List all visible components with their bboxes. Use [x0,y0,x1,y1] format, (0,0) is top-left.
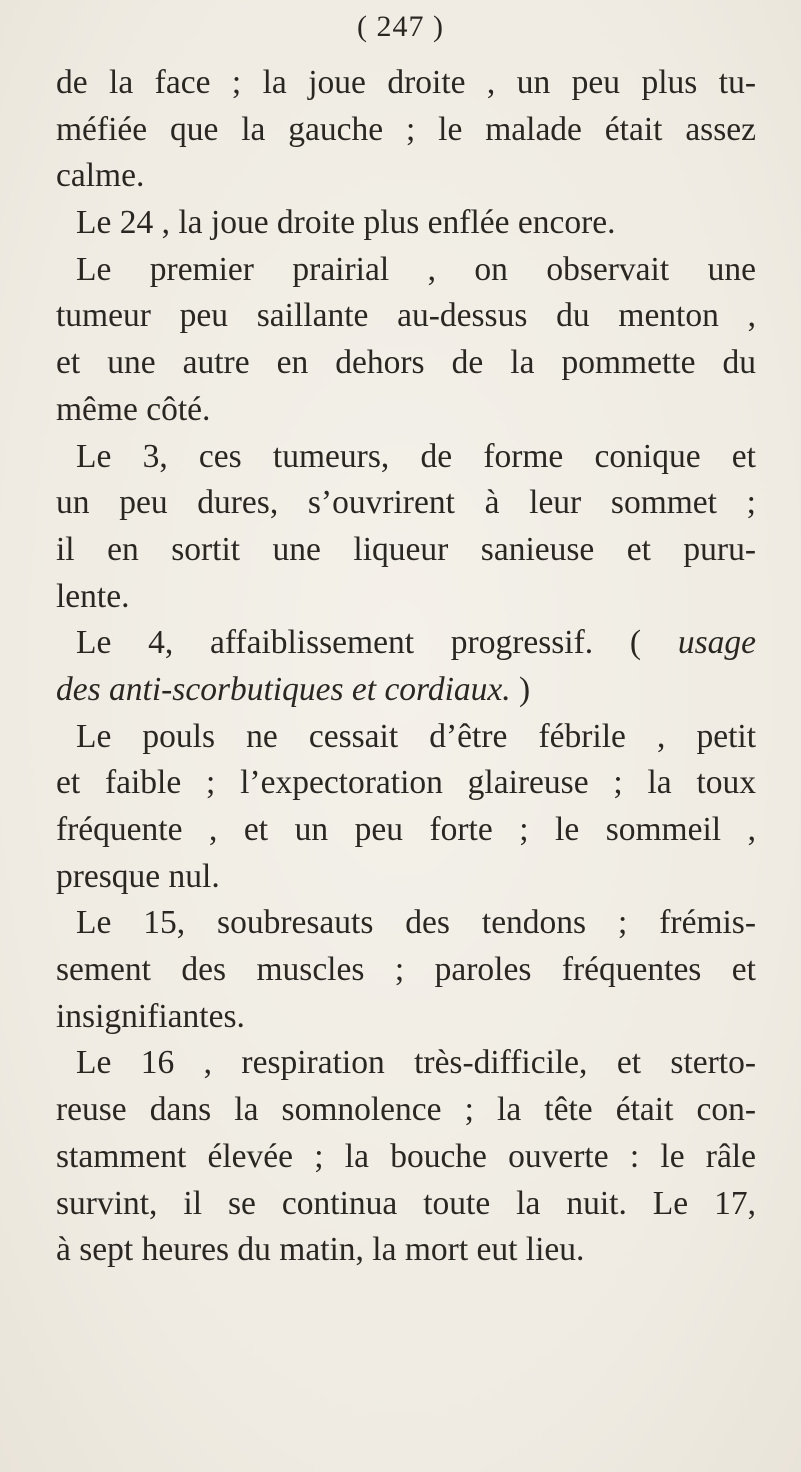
text-line [56,200,756,247]
text-line [56,854,756,901]
text-line [56,620,756,667]
italic-text: des anti-scorbutiques et cordiaux. [56,670,511,708]
text-line [56,714,756,761]
text-line [56,480,756,527]
line-text: calme. [56,157,145,195]
line-text: Le pouls ne cessait d’être fébrile , petit [76,717,756,755]
text-line [56,527,756,574]
text-line [56,760,756,807]
text-line [56,1227,756,1274]
text-line [56,1134,756,1181]
text-line [56,153,756,200]
line-text: Le 16 , respiration très-difficile, et sterto- [76,1044,756,1082]
line-text: de la face ; la joue droite , un peu plus tu- [56,64,756,101]
text-line [56,107,756,154]
line-text: presque nul. [56,857,220,895]
line-text: et faible ; l’expectoration glaireuse ; la toux [56,764,756,802]
line-text: Le 15, soubresauts des tendons ; frémis- [76,904,756,942]
line-text: Le 3, ces tumeurs, de forme conique et [76,437,756,475]
text-line [56,807,756,854]
line-text: même côté. [56,390,211,428]
text-line [56,667,756,714]
text-line [56,60,756,107]
line-text: méfiée que la gauche ; le malade était assez [56,110,756,148]
line-text: un peu dures, s’ouvrirent à leur sommet ; [56,484,756,522]
text-line [56,994,756,1041]
line-text: à sept heures du matin, la mort eut lieu. [56,1231,585,1269]
text-line [56,340,756,387]
line-text: Le 24 , la joue droite plus enflée encore. [76,204,616,242]
page-number: ( 247 ) [357,10,444,43]
line-text: Le premier prairial , on observait une [76,250,756,288]
line-text: lente. [56,577,130,615]
line-text: il en sortit une liqueur sanieuse et puru- [56,530,756,568]
line-text: stamment élevée ; la bouche ouverte : le râle [56,1137,756,1175]
line-text: tumeur peu saillante au-dessus du menton , [56,297,756,335]
line-text: insignifiantes. [56,997,245,1035]
line-text: reuse dans la somnolence ; la tête était con- [56,1091,756,1129]
text-line [56,434,756,481]
line-text: sement des muscles ; paroles fréquentes et [56,951,756,989]
line-text: et une autre en dehors de la pommette du [56,344,756,382]
text-line [56,1181,756,1228]
text-line [56,387,756,434]
text-line [56,1087,756,1134]
line-text: fréquente , et un peu forte ; le sommeil , [56,811,756,848]
line-text-after: ) [510,670,531,708]
text-line [56,247,756,294]
text-line [56,293,756,340]
text-line [56,574,756,621]
text-line [56,900,756,947]
text-line [56,1040,756,1087]
body-text [56,60,756,1274]
line-text: survint, il se continua toute la nuit. Le 17, [56,1184,756,1222]
italic-text: usage [677,624,757,662]
text-line [56,947,756,994]
line-text: Le 4, affaiblissement progressif. ( [76,624,642,662]
